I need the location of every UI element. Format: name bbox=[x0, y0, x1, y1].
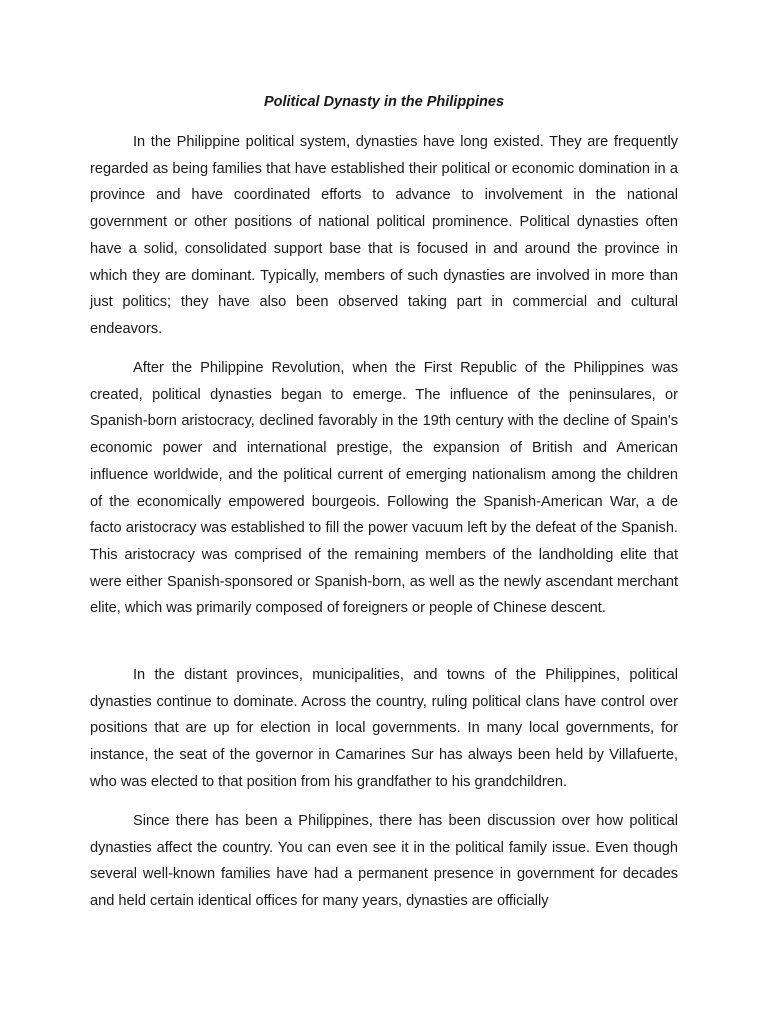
document-title: Political Dynasty in the Philippines bbox=[263, 94, 505, 110]
paragraph-3: In the distant provinces, municipalities, and towns of the Philippines, political dynasties continue to dominate. Across the country, ruling political clans have control over positions that are up for election in local governments. In many local governments, for instance, the seat of the governor in Camarines Sur has always been held by Villafuerte, who was elected to that position from his grandfather to his grandchildren. bbox=[90, 667, 678, 790]
paragraph-1: In the Philippine political system, dynasties have long existed. They are frequently regarded as being families that have established their political or economic domination in a province and have coordinated efforts to advance to involvement in the national government or other positions of national political prominence. Political dynasties often have a solid, consolidated support base that is focused in and around the province in which they are dominant. Typically, members of such dynasties are involved in more than just politics; they have also been observed taking part in commercial and cultural endeavors. bbox=[90, 134, 678, 337]
paragraph-2: After the Philippine Revolution, when the First Republic of the Philippines was created, political dynasties began to emerge. The influence of the peninsulares, or Spanish-born aristocracy, declined favorably in the 19th century with the decline of Spain's economic power and international prestige, the expansion of British and American influence worldwide, and the political current of emerging nationalism among the children of the economically empowered bourgeois. Following the Spanish-American War, a de facto aristocracy was established to fill the power vacuum left by the defeat of the Spanish. This aristocracy was comprised of the remaining members of the landholding elite that were either Spanish-sponsored or Spanish-born, as well as the newly ascendant merchant elite, which was primarily composed of foreigners or people of Chinese descent. bbox=[90, 360, 678, 617]
paragraph-4: Since there has been a Philippines, there has been discussion over how political dynasties affect the country. You can even see it in the political family issue. Even though several well-known families have had a permanent presence in government for decades and held certain identical offices for many years, dynasties are officially bbox=[90, 813, 678, 910]
